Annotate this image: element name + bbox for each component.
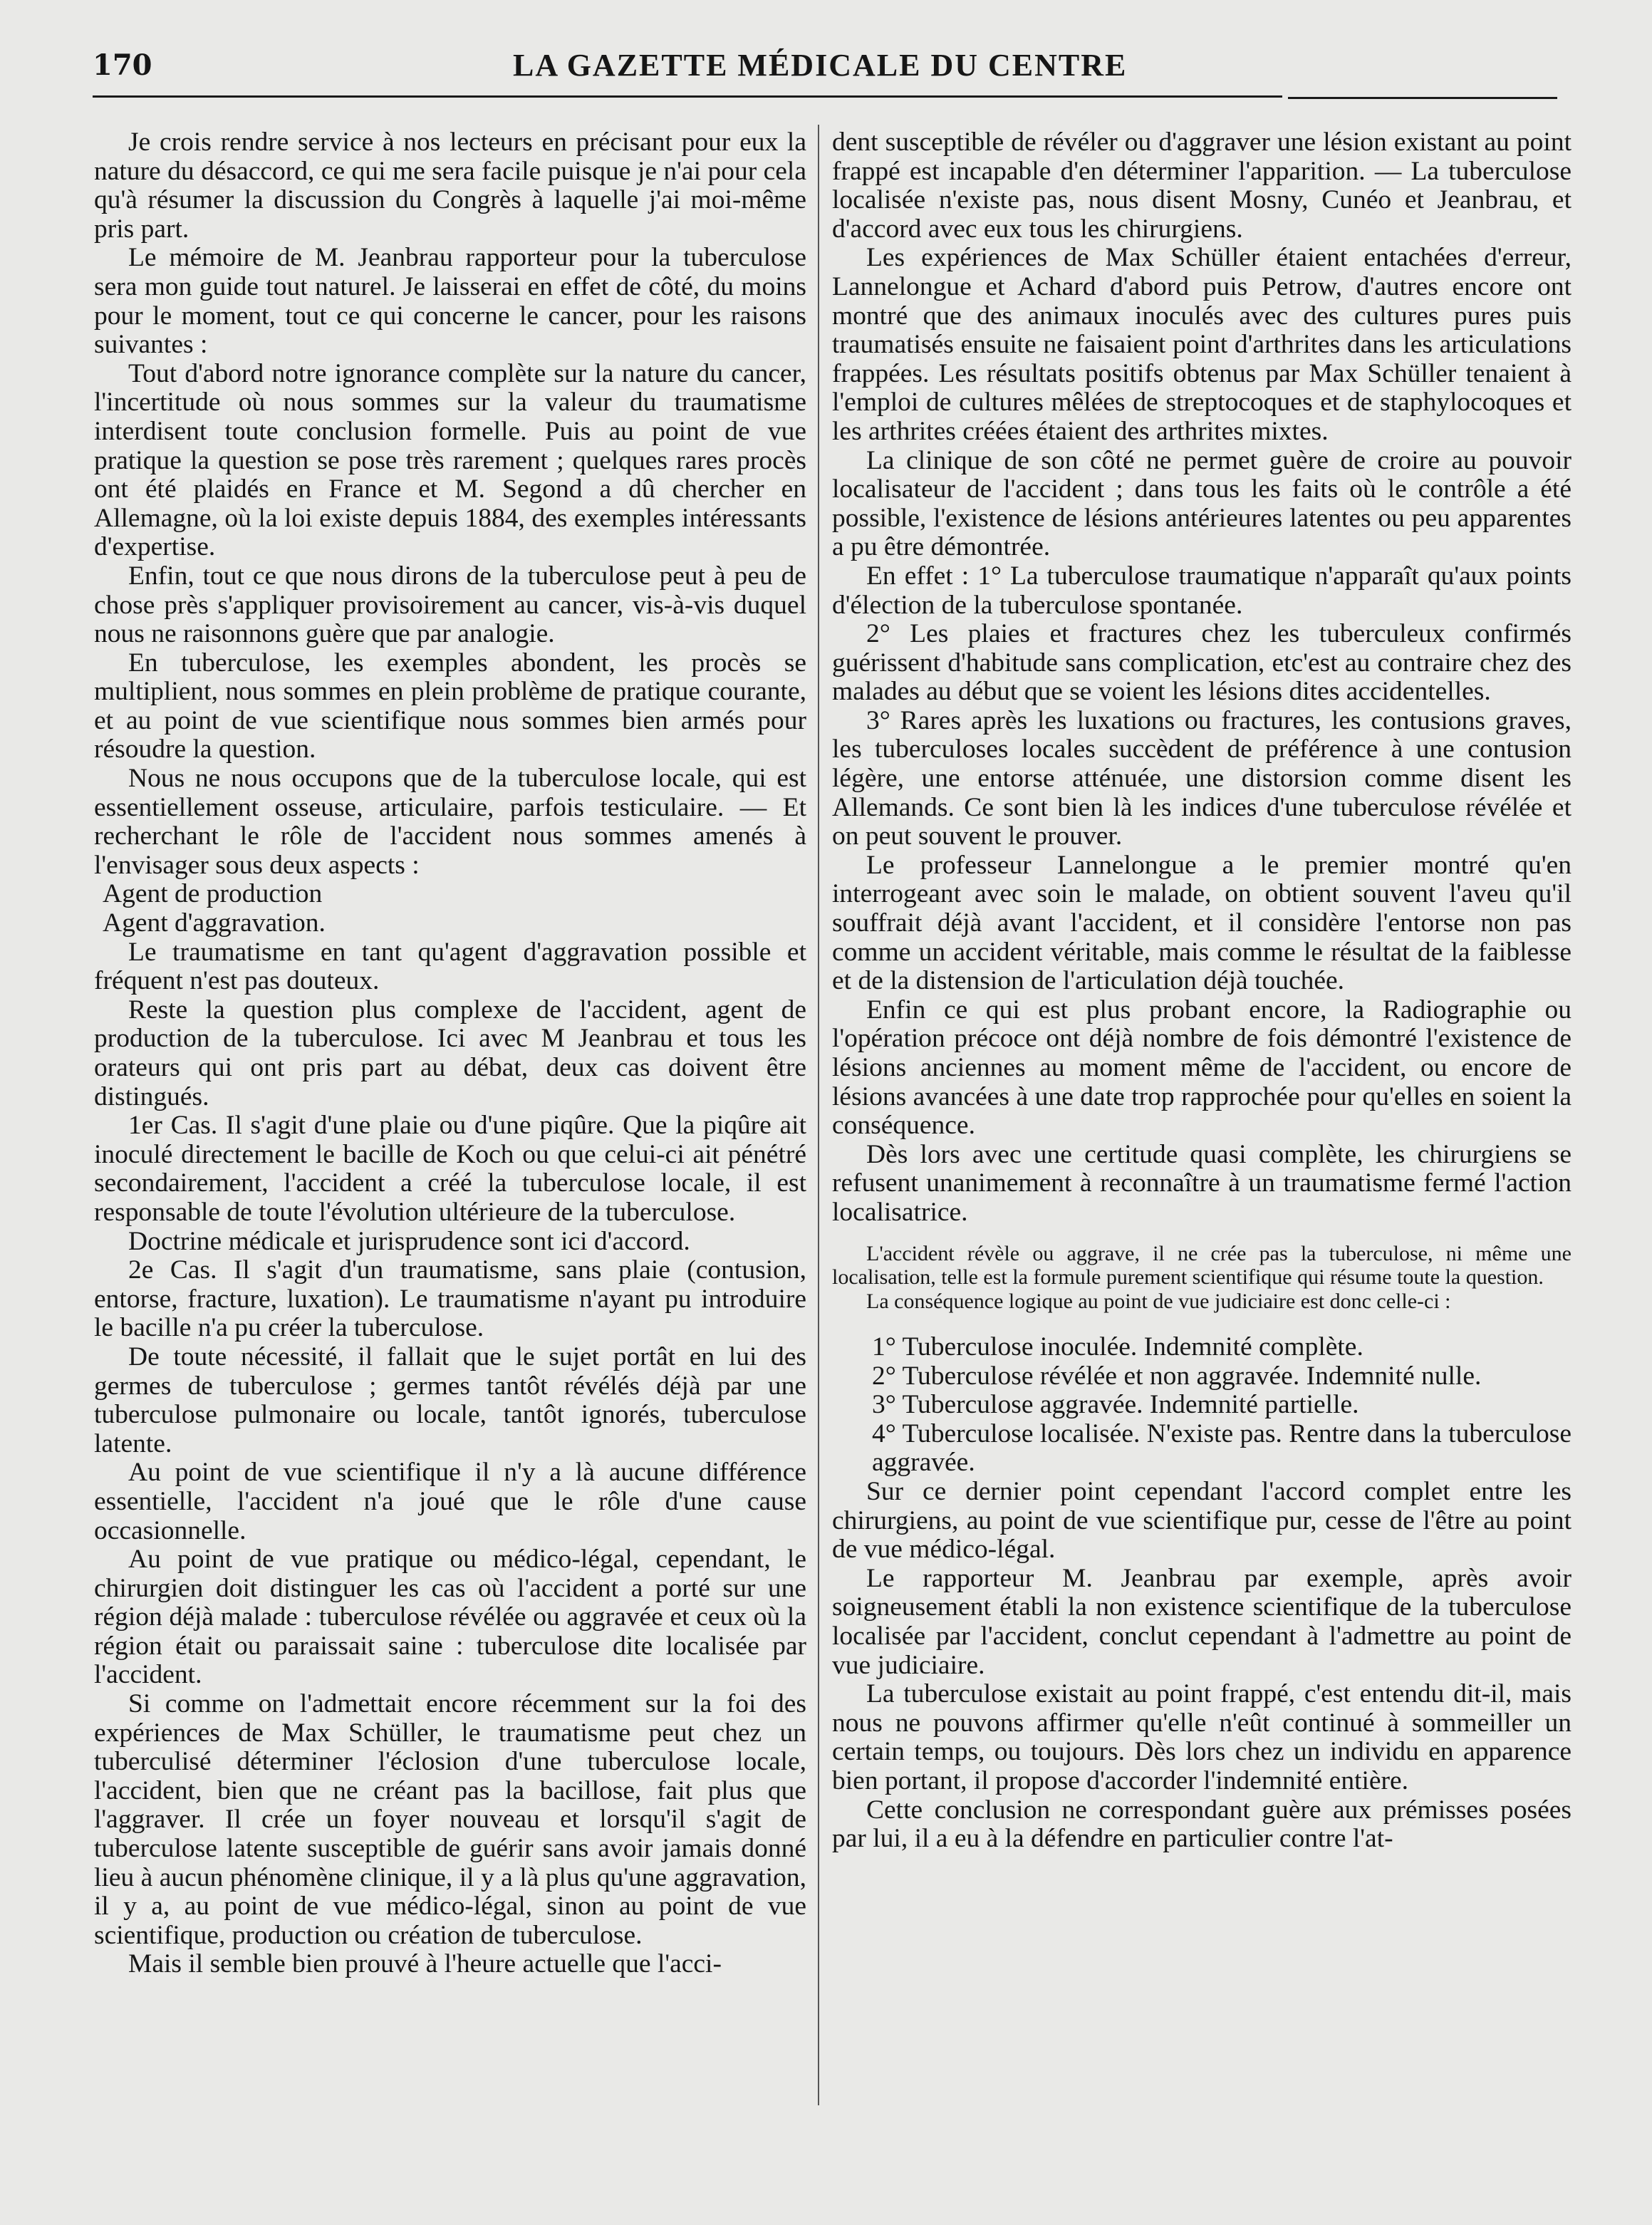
paragraph: En tuberculose, les exemples abondent, les procès se multiplient, nous sommes en plein problème de pratique courante, et au point de vue scientifique nous sommes bien armés pour résoudre la question. bbox=[94, 648, 806, 764]
paragraph: Agent d'aggravation. bbox=[103, 908, 326, 938]
list-item: 1° Tuberculose inoculée. Indemnité complète. bbox=[872, 1332, 1363, 1362]
summary-note bbox=[832, 1242, 1572, 1314]
paragraph: Le rapporteur M. Jeanbrau par exemple, après avoir soigneusement établi la non existence scientifique de la tuberculose localisée par l'accident, conclut cependant à l'admettre au point de vue judiciaire. bbox=[832, 1563, 1572, 1680]
paragraph: Le professeur Lannelongue a le premier montré qu'en interrogeant avec soin le malade, on obtient souvent l'aveu qu'il souffrait déjà avant l'accident, et il considère l'entorse non pas comme un accident véritable, mais comme le résultat de la faiblesse et de la distension de l'articulation déjà touchée. bbox=[832, 850, 1572, 996]
header-rule-right bbox=[1288, 97, 1557, 99]
paragraph: La clinique de son côté ne permet guère de croire au pouvoir localisateur de l'accident ; dans tous les faits où le contrôle a été possible, l'existence de lésions antérieures latentes ou peu apparentes a pu être démontrée. bbox=[832, 445, 1572, 562]
paragraph: L'accident révèle ou aggrave, il ne crée pas la tuberculose, ni même une localisation, telle est la formule purement scientifique qui résume toute la question. bbox=[832, 1241, 1572, 1290]
page-header bbox=[93, 44, 1557, 87]
paragraph: Nous ne nous occupons que de la tuberculose locale, qui est essentiellement osseuse, articulaire, parfois testiculaire. — Et recherchant le rôle de l'accident nous sommes amenés à l'envisager sous deux aspects : bbox=[94, 764, 806, 880]
paragraph: Mais il semble bien prouvé à l'heure actuelle que l'acci- bbox=[128, 1949, 722, 1979]
paragraph: 2° Les plaies et fractures chez les tuberculeux confirmés guérissent d'habitude sans complication, etc'est au contraire chez des malades au début que se voient les lésions dites accidentelles. bbox=[832, 619, 1572, 707]
paragraph: Tout d'abord notre ignorance complète sur la nature du cancer, l'incertitude où nous sommes sur la valeur du traumatisme interdisent toute conclusion formelle. Puis au point de vue pratique la question se pose très rarement ; quelques rares procès ont été plaidés en France et M. Segond a dû chercher en Allemagne, où la loi existe depuis 1884, des exemples intéressants d'expertise. bbox=[94, 358, 806, 562]
right-column-body bbox=[832, 128, 1572, 1228]
right-column-end bbox=[832, 1478, 1572, 1854]
paragraph: La conséquence logique au point de vue judiciaire est donc celle-ci : bbox=[866, 1289, 1451, 1313]
paragraph: Sur ce dernier point cependant l'accord complet entre les chirurgiens, au point de vue scientifique pur, cesse de l'être au point de vue médico-légal. bbox=[832, 1477, 1572, 1565]
paragraph: Je crois rendre service à nos lecteurs en précisant pour eux la nature du désaccord, ce qui me sera facile puisque je n'ai pour cela qu'à résumer la discussion du Congrès à laquelle j'ai moi-même pris part. bbox=[94, 128, 806, 244]
paragraph: Si comme on l'admettait encore récemment sur la foi des expériences de Max Schüller, le traumatisme peut chez un tuberculisé déterminer l'éclosion d'une tuberculose locale, l'accident, bien que ne créant pas la bacillose, fait plus que l'aggraver. Il crée un foyer nouveau et lorsqu'il s'agit de tuberculose latente susceptible de guérir sans avoir jamais donné lieu à aucun phénomène clinique, il y a là plus qu'une aggravation, il y a, au point de vue médico-légal, sinon au point de vue scientifique, production ou création de tuberculose. bbox=[94, 1689, 806, 1950]
running-title: LA GAZETTE MÉDICALE DU CENTRE bbox=[513, 48, 1128, 83]
left-column bbox=[94, 128, 806, 1979]
paragraph: 2e Cas. Il s'agit d'un traumatisme, sans plaie (contusion, entorse, fracture, luxation). Le traumatisme n'ayant pu introduire le bacille n'a pu créer la tuberculose. bbox=[94, 1255, 806, 1343]
list-item: 3° Tuberculose aggravée. Indemnité partielle. bbox=[872, 1390, 1359, 1420]
paragraph: dent susceptible de révéler ou d'aggraver une lésion existant au point frappé est incapable d'en déterminer l'apparition. — La tuberculose localisée n'existe pas, nous disent Mosny, Cunéo et Jeanbrau, et d'accord avec eux tous les chirurgiens. bbox=[832, 128, 1572, 244]
paragraph: Doctrine médicale et jurisprudence sont ici d'accord. bbox=[128, 1226, 690, 1256]
page-number: 170 bbox=[93, 48, 152, 82]
list-item: 4° Tuberculose localisée. N'existe pas. Rentre dans la tuberculose aggravée. bbox=[872, 1418, 1572, 1478]
paragraph: En effet : 1° La tuberculose traumatique n'apparaît qu'aux points d'élection de la tuberculose spontanée. bbox=[832, 561, 1572, 620]
paragraph: Cette conclusion ne correspondant guère aux prémisses posées par lui, il a eu à la défendre en particulier contre l'at- bbox=[832, 1795, 1572, 1854]
paragraph: De toute nécessité, il fallait que le sujet portât en lui des germes de tuberculose ; germes tantôt révélés déjà par une tuberculose pulmonaire ou locale, tantôt ignorés, tuberculose latente. bbox=[94, 1342, 806, 1458]
paragraph: Au point de vue scientifique il n'y a là aucune différence essentielle, l'accident n'a joué que le rôle d'une cause occasionnelle. bbox=[94, 1458, 806, 1545]
paragraph: Le traumatisme en tant qu'agent d'aggravation possible et fréquent n'est pas douteux. bbox=[94, 937, 806, 996]
list-item: 2° Tuberculose révélée et non aggravée. Indemnité nulle. bbox=[872, 1361, 1482, 1391]
header-rule bbox=[93, 95, 1282, 98]
paragraph: Reste la question plus complexe de l'accident, agent de production de la tuberculose. Ici avec M Jeanbrau et tous les orateurs qui ont pris part au débat, deux cas doivent être distingués. bbox=[94, 995, 806, 1111]
paragraph: Enfin ce qui est plus probant encore, la Radiographie ou l'opération précoce ont déjà nombre de fois démontré l'existence de lésions anciennes au moment même de l'accident, ou encore de lésions avancées à une date trop rapprochée pour qu'elles en soient la conséquence. bbox=[832, 995, 1572, 1141]
paragraph: Enfin, tout ce que nous dirons de la tuberculose peut à peu de chose près s'appliquer provisoirement au cancer, vis-à-vis duquel nous ne raisonnons guère que par analogie. bbox=[94, 561, 806, 649]
paragraph: Au point de vue pratique ou médico-légal, cependant, le chirurgien doit distinguer les cas où l'accident a porté sur une région déjà malade : tuberculose révélée ou aggravée et ceux où la région était ou paraissait saine : tuberculose dite localisée par l'accident. bbox=[94, 1545, 806, 1690]
paragraph: Les expériences de Max Schüller étaient entachées d'erreur, Lannelongue et Achard d'abord puis Petrow, d'autres encore ont montré que des animaux inoculés avec des cultures pures puis traumatisés ensuite ne faisaient point d'arthrites dans les articulations frappées. Les résultats positifs obtenus par Max Schüller tenaient à l'emploi de cultures mêlées de streptocoques et de staphylocoques et les arthrites créées étaient des arthrites mixtes. bbox=[832, 243, 1572, 446]
paragraph: 1er Cas. Il s'agit d'une plaie ou d'une piqûre. Que la piqûre ait inoculé directement le bacille de Koch ou que celui-ci ait pénétré secondairement, l'accident a créé la tuberculose locale, il est responsable de toute l'évolution ultérieure de la tuberculose. bbox=[94, 1111, 806, 1227]
indemnity-list bbox=[832, 1333, 1572, 1478]
paragraph: Dès lors avec une certitude quasi complète, les chirurgiens se refusent unanimement à reconnaître à un traumatisme fermé l'action localisatrice. bbox=[832, 1139, 1572, 1227]
paragraph: La tuberculose existait au point frappé, c'est entendu dit-il, mais nous ne pouvons affirmer qu'elle n'eût continué à sommeiller un certain temps, ou toujours. Dès lors chez un individu en apparence bien portant, il propose d'accorder l'indemnité entière. bbox=[832, 1679, 1572, 1795]
column-divider bbox=[818, 125, 819, 2105]
right-column bbox=[832, 128, 1572, 1854]
paragraph: Agent de production bbox=[103, 879, 323, 909]
paragraph: 3° Rares après les luxations ou fractures, les contusions graves, les tuberculoses locales succèdent de préférence à une contusion légère, une entorse atténuée, une distorsion comme disent les Allemands. Ce sont bien là les indices d'une tuberculose révélée et on peut souvent le prouver. bbox=[832, 705, 1572, 851]
paragraph: Le mémoire de M. Jeanbrau rapporteur pour la tuberculose sera mon guide tout naturel. Je laisserai en effet de côté, du moins pour le moment, tout ce qui concerne le cancer, pour les raisons suivantes : bbox=[94, 243, 806, 360]
